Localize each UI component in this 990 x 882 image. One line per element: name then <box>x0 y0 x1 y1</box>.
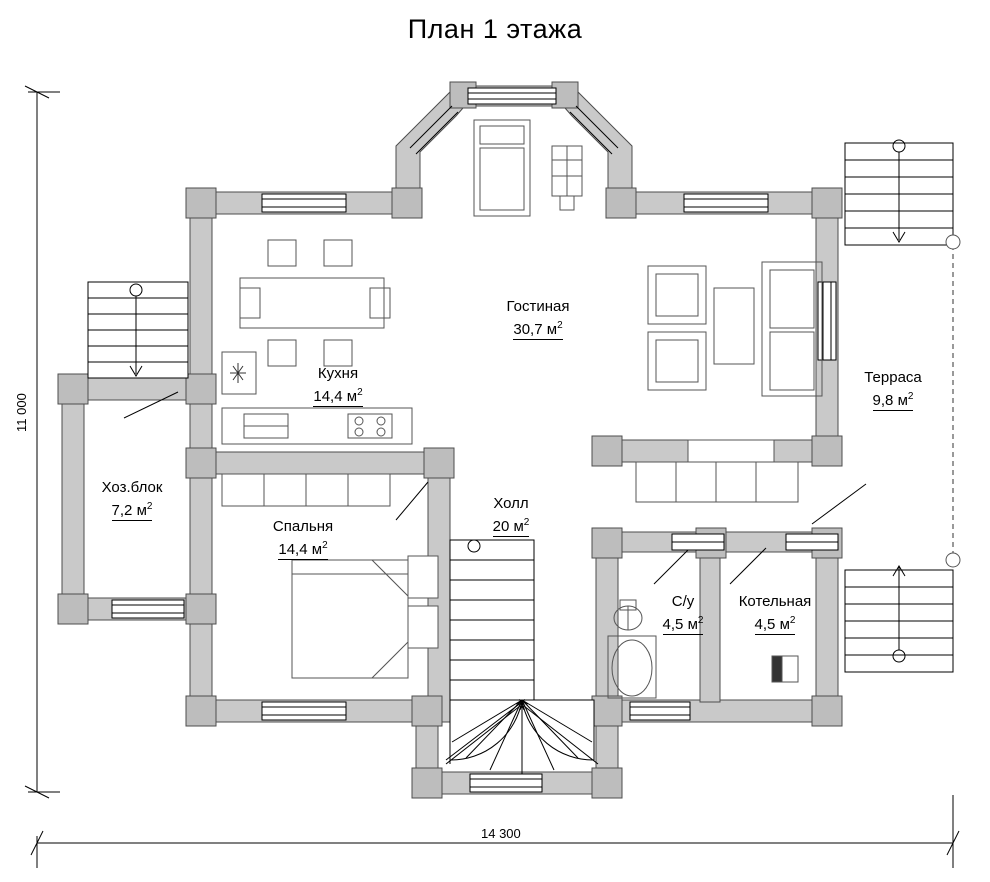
room-label-kotelnaya <box>720 592 830 635</box>
room-area: 14,4 м <box>278 541 323 558</box>
room-area-unit: 2 <box>146 501 153 512</box>
room-name: Гостиная <box>506 298 570 315</box>
room-area: 4,5 м <box>754 616 790 633</box>
dimension-width-label: 14 300 <box>481 826 521 841</box>
room-area-unit: 2 <box>557 320 563 331</box>
room-name: Кухня <box>317 365 359 382</box>
room-area: 14,4 м <box>313 388 358 405</box>
room-label-hozblok <box>72 478 192 521</box>
room-label-terrasa <box>845 368 941 411</box>
room-name: Спальня <box>272 518 334 535</box>
room-area: 7,2 м <box>111 502 147 519</box>
dimension-height-label: 11 000 <box>14 393 29 432</box>
room-label-gostinaya <box>478 297 598 340</box>
room-name: Хоз.блок <box>101 479 163 496</box>
room-label-holl <box>466 494 556 537</box>
room-area-unit: 2 <box>322 540 328 551</box>
room-area-unit: 2 <box>357 387 363 398</box>
room-area-unit: 2 <box>523 517 530 528</box>
room-area: 30,7 м <box>513 321 558 338</box>
room-name: Котельная <box>738 593 812 610</box>
page-title: План 1 этажа <box>407 14 583 44</box>
room-area: 20 м <box>492 518 524 535</box>
room-area-unit: 2 <box>697 615 704 626</box>
room-area: 4,5 м <box>662 616 698 633</box>
room-name: Холл <box>493 495 529 512</box>
room-name: Терраса <box>864 369 922 386</box>
room-area-unit: 2 <box>789 615 796 626</box>
room-label-su <box>647 592 719 635</box>
room-area-unit: 2 <box>907 391 914 402</box>
room-label-kuhnya <box>283 364 393 407</box>
room-label-spalnya <box>248 517 358 560</box>
room-name: С/у <box>671 593 695 610</box>
room-area: 9,8 м <box>872 392 908 409</box>
